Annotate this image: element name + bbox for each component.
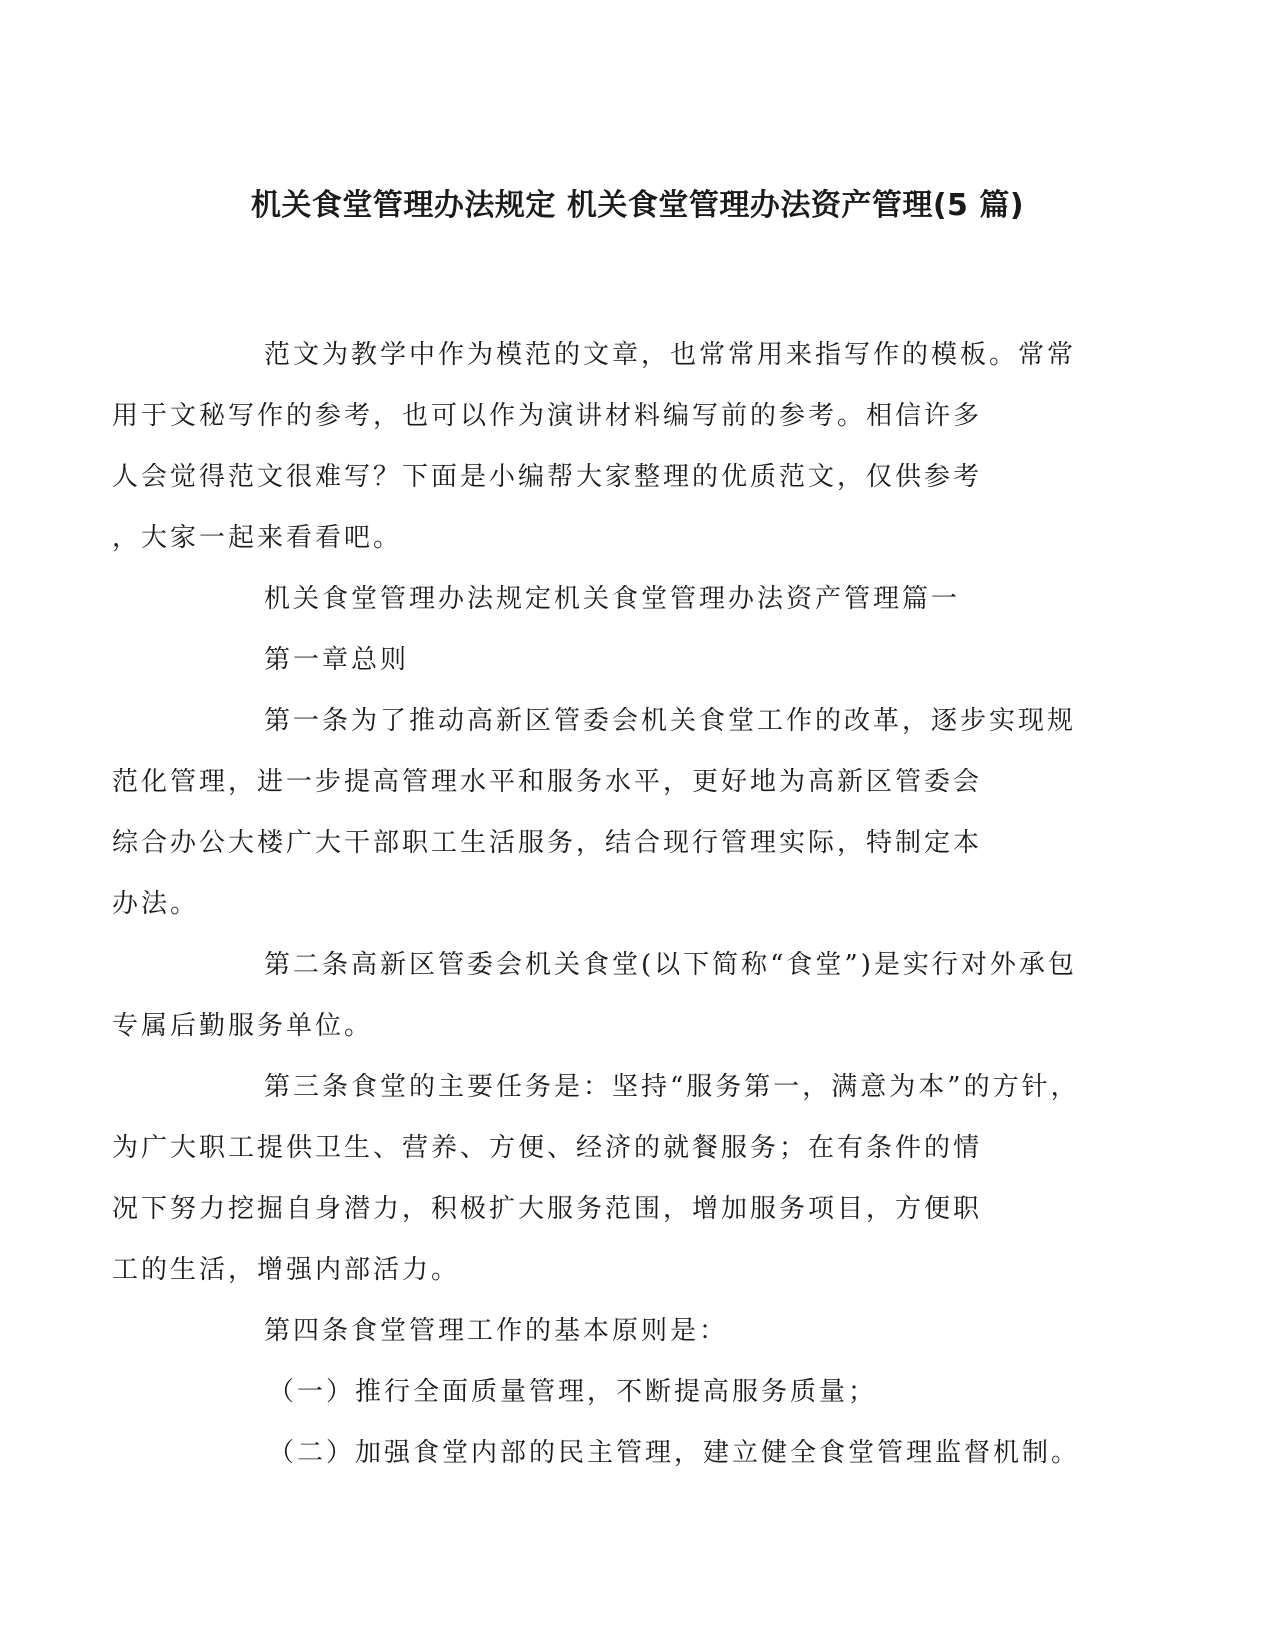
text-line: 第四条食堂管理工作的基本原则是： (264, 1316, 729, 1346)
text-line: 办法。 (112, 889, 200, 919)
text-line: 况下努力挖掘自身潜力，积极扩大服务范围，增加服务项目，方便职 (112, 1194, 983, 1224)
section-heading-text: 机关食堂管理办法规定机关食堂管理办法资产管理篇一 (264, 584, 961, 614)
article-3-paragraph (112, 1057, 1080, 1301)
document-title: 机关食堂管理办法规定 机关食堂管理办法资产管理(5 篇) (250, 188, 1025, 223)
text-line: ，大家一起来看看吧。 (112, 523, 403, 553)
text-line: 用于文秘写作的参考，也可以作为演讲材料编写前的参考。相信许多 (112, 401, 983, 431)
principle-item: （一）推行全面质量管理，不断提高服务质量； (268, 1377, 878, 1407)
chapter-heading (188, 630, 1068, 691)
principle-item: （二）加强食堂内部的民主管理，建立健全食堂管理监督机制。 (268, 1438, 1081, 1468)
article-1-paragraph (112, 691, 1077, 935)
text-line: 范文为教学中作为模范的文章，也常常用来指写作的模板。常常 (264, 340, 1077, 370)
text-line: 专属后勤服务单位。 (112, 1011, 374, 1041)
text-line: 第一条为了推动高新区管委会机关食堂工作的改革，逐步实现规 (264, 706, 1077, 736)
text-line: 范化管理，进一步提高管理水平和服务水平，更好地为高新区管委会 (112, 767, 983, 797)
text-line: 工的生活，增强内部活力。 (112, 1255, 461, 1285)
article-4-paragraph (188, 1301, 1068, 1362)
text-line: 第三条食堂的主要任务是：坚持“服务第一，满意为本”的方针， (264, 1072, 1080, 1102)
section-heading (188, 569, 1068, 630)
article-2-paragraph (112, 935, 1077, 1057)
text-line: 人会觉得范文很难写？下面是小编帮大家整理的优质范文，仅供参考 (112, 462, 983, 492)
text-line: 为广大职工提供卫生、营养、方便、经济的就餐服务；在有条件的情 (112, 1133, 983, 1163)
text-line: 第二条高新区管委会机关食堂(以下简称“食堂”)是实行对外承包 (264, 950, 1077, 980)
intro-paragraph (112, 325, 1077, 569)
text-line: 综合办公大楼广大干部职工生活服务，结合现行管理实际，特制定本 (112, 828, 983, 858)
chapter-heading-text: 第一章总则 (264, 645, 410, 675)
document-body (112, 325, 1081, 1484)
